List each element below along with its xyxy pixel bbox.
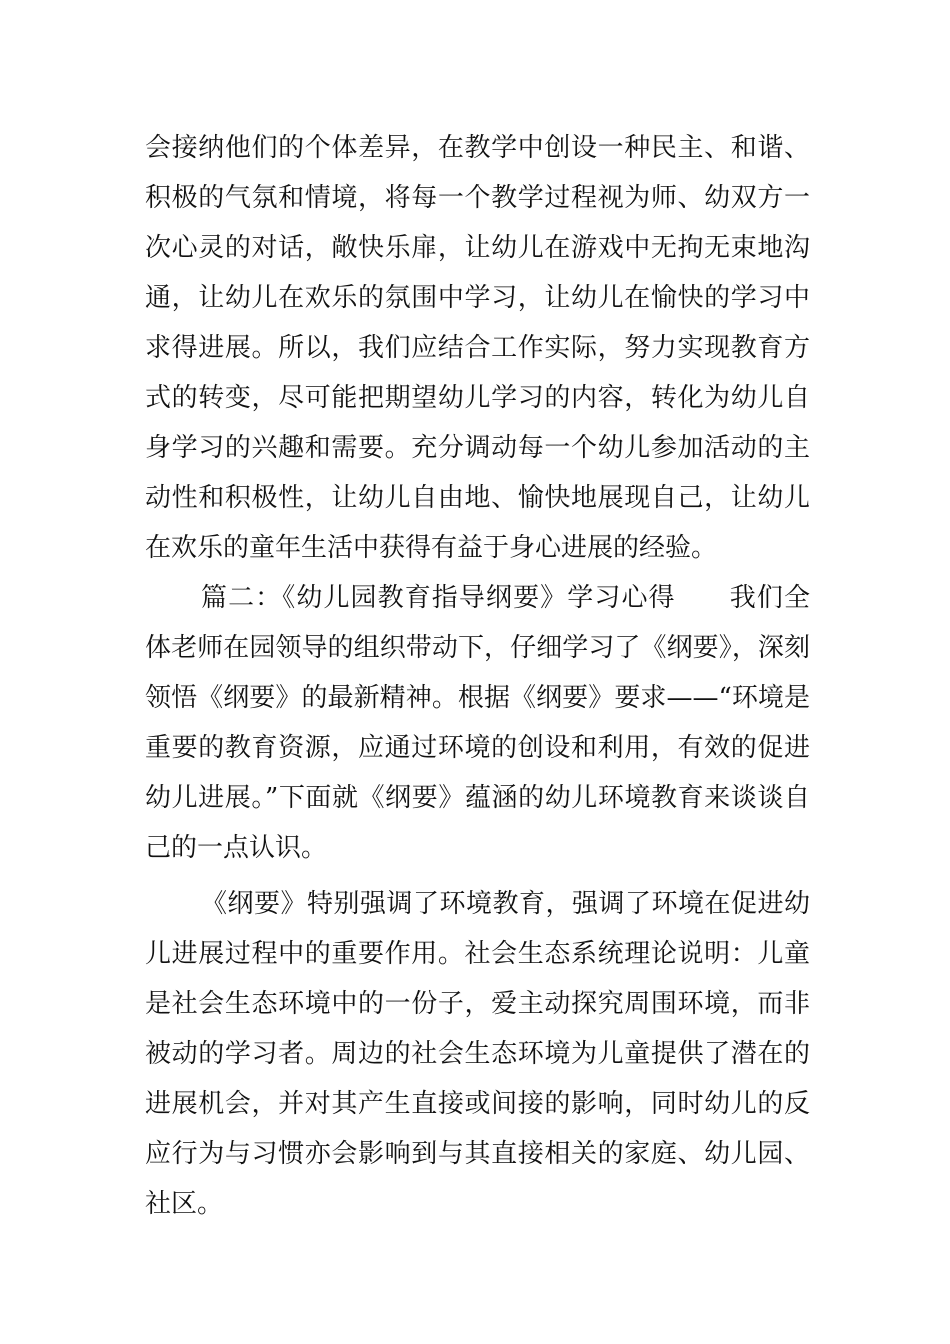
paragraph-article-two-intro: 篇二：《幼儿园教育指导纲要》学习心得 我们全体老师在园领导的组织带动下，仔细学习了《纲要》，深刻领悟《纲要》的最新精神。根据《纲要》要求——“环境是重要的教育资源，应通过环境的创设和利用，有效的促进幼儿进展。”下面就《纲要》蕴涵的幼儿环境教育来谈谈自己的一点认识。 xyxy=(145,583,810,863)
paragraph-continuation: 会接纳他们的个体差异，在教学中创设一种民主、和谐、积极的气氛和情境，将每一个教学过程视为师、幼双方一次心灵的对话，敞快乐扉，让幼儿在游戏中无拘无束地沟通，让幼儿在欢乐的氛围中学习，让幼儿在愉快的学习中求得进展。所以，我们应结合工作实际，努力实现教育方式的转变，尽可能把期望幼儿学习的内容，转化为幼儿自身学习的兴趣和需要。充分调动每一个幼儿参加活动的主动性和积极性，让幼儿自由地、愉快地展现自己，让幼儿在欢乐的童年生活中获得有益于身心进展的经验。 xyxy=(145,133,810,563)
document-page xyxy=(145,123,810,1229)
paragraph-environment-education: 《纲要》特别强调了环境教育，强调了环境在促进幼儿进展过程中的重要作用。社会生态系统理论说明：儿童是社会生态环境中的一份子，爱主动探究周围环境，而非被动的学习者。周边的社会生态环境为儿童提供了潜在的进展机会，并对其产生直接或间接的影响，同时幼儿的反应行为与习惯亦会影响到与其直接相关的家庭、幼儿园、社区。 xyxy=(145,889,810,1219)
